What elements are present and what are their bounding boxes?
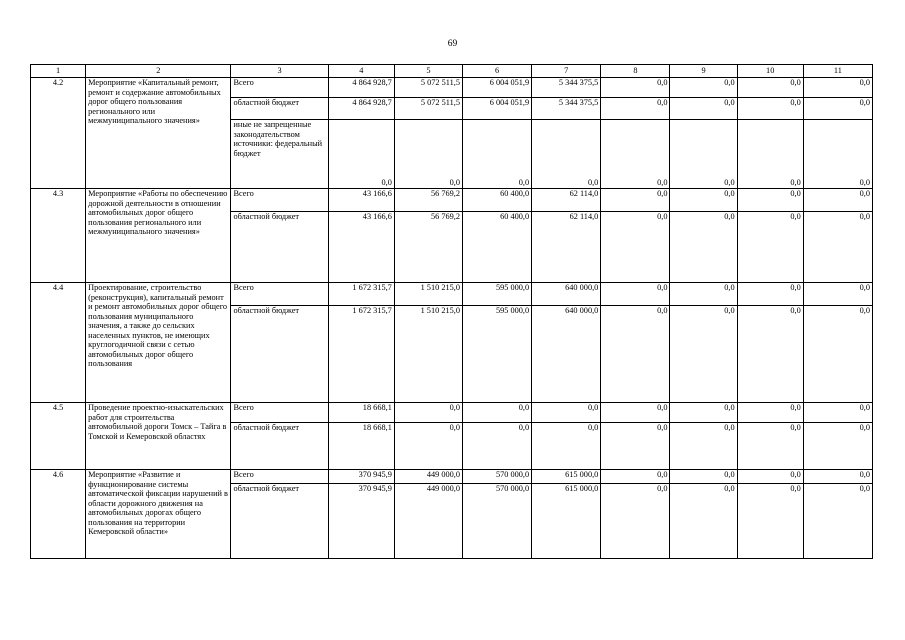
value-cell: 0,0 bbox=[463, 423, 532, 470]
value-cell: 640 000,0 bbox=[532, 283, 601, 306]
value-cell: 4 864 928,7 bbox=[328, 98, 394, 120]
value-cell: 595 000,0 bbox=[463, 283, 532, 306]
value-cell: 18 668,1 bbox=[328, 423, 394, 470]
funding-source: Всего bbox=[231, 283, 328, 306]
funding-source: Всего bbox=[231, 78, 328, 98]
value-cell: 595 000,0 bbox=[463, 306, 532, 403]
value-cell: 56 769,2 bbox=[394, 212, 462, 283]
value-cell: 0,0 bbox=[670, 403, 737, 423]
value-cell: 0,0 bbox=[670, 283, 737, 306]
value-cell: 0,0 bbox=[737, 120, 803, 189]
value-cell: 0,0 bbox=[670, 78, 737, 98]
value-cell: 5 344 375,5 bbox=[532, 98, 601, 120]
column-header: 4 bbox=[328, 65, 394, 78]
column-header: 1 bbox=[31, 65, 86, 78]
value-cell: 0,0 bbox=[601, 212, 670, 283]
value-cell: 449 000,0 bbox=[394, 470, 462, 484]
value-cell: 0,0 bbox=[803, 403, 872, 423]
column-header: 11 bbox=[803, 65, 872, 78]
value-cell: 0,0 bbox=[737, 484, 803, 559]
item-code: 4.2 bbox=[31, 78, 86, 189]
value-cell: 0,0 bbox=[532, 423, 601, 470]
value-cell: 0,0 bbox=[670, 484, 737, 559]
value-cell: 0,0 bbox=[670, 212, 737, 283]
value-cell: 5 072 511,5 bbox=[394, 98, 462, 120]
value-cell: 0,0 bbox=[601, 78, 670, 98]
value-cell: 0,0 bbox=[601, 423, 670, 470]
value-cell: 0,0 bbox=[803, 306, 872, 403]
funding-source: областной бюджет bbox=[231, 306, 328, 403]
page-number: 69 bbox=[447, 39, 458, 49]
value-cell: 1 672 315,7 bbox=[328, 283, 394, 306]
value-cell: 0,0 bbox=[803, 78, 872, 98]
value-cell: 0,0 bbox=[737, 470, 803, 484]
value-cell: 370 945,9 bbox=[328, 470, 394, 484]
column-number-row bbox=[31, 65, 873, 78]
table-row bbox=[31, 403, 873, 423]
value-cell: 56 769,2 bbox=[394, 189, 462, 212]
funding-source: областной бюджет bbox=[231, 423, 328, 470]
value-cell: 6 004 051,9 bbox=[463, 98, 532, 120]
table-row bbox=[31, 470, 873, 484]
value-cell: 1 510 215,0 bbox=[394, 283, 462, 306]
value-cell: 0,0 bbox=[394, 403, 462, 423]
value-cell: 0,0 bbox=[737, 212, 803, 283]
column-header: 2 bbox=[86, 65, 231, 78]
value-cell: 62 114,0 bbox=[532, 212, 601, 283]
column-header: 6 bbox=[463, 65, 532, 78]
column-header: 10 bbox=[737, 65, 803, 78]
value-cell: 0,0 bbox=[803, 189, 872, 212]
item-code: 4.3 bbox=[31, 189, 86, 283]
value-cell: 0,0 bbox=[803, 470, 872, 484]
funding-source: областной бюджет bbox=[231, 484, 328, 559]
item-name: Мероприятие «Капитальный ремонт, ремонт и содержание автомобильных дорог общего пользования регионального или межмуниципального значения» bbox=[86, 78, 231, 189]
value-cell: 0,0 bbox=[463, 403, 532, 423]
value-cell: 615 000,0 bbox=[532, 470, 601, 484]
value-cell: 60 400,0 bbox=[463, 189, 532, 212]
value-cell: 4 864 928,7 bbox=[328, 78, 394, 98]
value-cell: 0,0 bbox=[601, 306, 670, 403]
column-header: 7 bbox=[532, 65, 601, 78]
value-cell: 0,0 bbox=[803, 283, 872, 306]
value-cell: 0,0 bbox=[394, 423, 462, 470]
item-name: Проектирование, строительство (реконструкция), капитальный ремонт и ремонт автомобильных дорог общего пользования муниципального значения, а также до сельских населенных пунктов, не имеющих круглогодичной связи с сетью автомобильных дорог общего пользования bbox=[86, 283, 231, 403]
value-cell: 0,0 bbox=[463, 120, 532, 189]
value-cell: 0,0 bbox=[737, 403, 803, 423]
value-cell: 0,0 bbox=[737, 98, 803, 120]
value-cell: 0,0 bbox=[803, 423, 872, 470]
value-cell: 0,0 bbox=[601, 189, 670, 212]
value-cell: 0,0 bbox=[737, 306, 803, 403]
column-header: 9 bbox=[670, 65, 737, 78]
funding-source: областной бюджет bbox=[231, 98, 328, 120]
value-cell: 60 400,0 bbox=[463, 212, 532, 283]
column-header: 8 bbox=[601, 65, 670, 78]
value-cell: 615 000,0 bbox=[532, 484, 601, 559]
value-cell: 0,0 bbox=[670, 423, 737, 470]
item-name: Мероприятие «Развитие и функционирование системы автоматической фиксации нарушений в области дорожного движения на автомобильных дорогах общего пользования на территории Кемеровской области» bbox=[86, 470, 231, 559]
value-cell: 43 166,6 bbox=[328, 189, 394, 212]
funding-source: Всего bbox=[231, 403, 328, 423]
funding-source: Всего bbox=[231, 189, 328, 212]
funding-source: иные не запрещенные законодательством источники: федеральный бюджет bbox=[231, 120, 328, 189]
column-header: 5 bbox=[394, 65, 462, 78]
item-code: 4.5 bbox=[31, 403, 86, 470]
value-cell: 0,0 bbox=[670, 189, 737, 212]
value-cell: 0,0 bbox=[803, 212, 872, 283]
budget-table bbox=[30, 64, 873, 559]
value-cell: 0,0 bbox=[670, 98, 737, 120]
value-cell: 0,0 bbox=[737, 423, 803, 470]
value-cell: 0,0 bbox=[601, 98, 670, 120]
value-cell: 0,0 bbox=[737, 78, 803, 98]
value-cell: 18 668,1 bbox=[328, 403, 394, 423]
item-name: Мероприятие «Работы по обеспечению дорожной деятельности в отношении автомобильных дорог общего пользования регионального или межмуниципального значения» bbox=[86, 189, 231, 283]
value-cell: 0,0 bbox=[803, 98, 872, 120]
value-cell: 0,0 bbox=[601, 403, 670, 423]
value-cell: 370 945,9 bbox=[328, 484, 394, 559]
value-cell: 0,0 bbox=[601, 283, 670, 306]
value-cell: 0,0 bbox=[601, 470, 670, 484]
item-code: 4.6 bbox=[31, 470, 86, 559]
value-cell: 1 510 215,0 bbox=[394, 306, 462, 403]
value-cell: 0,0 bbox=[670, 470, 737, 484]
table-row bbox=[31, 283, 873, 306]
value-cell: 0,0 bbox=[532, 403, 601, 423]
column-header: 3 bbox=[231, 65, 328, 78]
item-code: 4.4 bbox=[31, 283, 86, 403]
value-cell: 449 000,0 bbox=[394, 484, 462, 559]
value-cell: 570 000,0 bbox=[463, 484, 532, 559]
value-cell: 5 344 375,5 bbox=[532, 78, 601, 98]
table-row bbox=[31, 78, 873, 98]
value-cell: 6 004 051,9 bbox=[463, 78, 532, 98]
value-cell: 0,0 bbox=[737, 283, 803, 306]
value-cell: 0,0 bbox=[328, 120, 394, 189]
value-cell: 0,0 bbox=[394, 120, 462, 189]
value-cell: 0,0 bbox=[601, 120, 670, 189]
value-cell: 43 166,6 bbox=[328, 212, 394, 283]
value-cell: 640 000,0 bbox=[532, 306, 601, 403]
item-name: Проведение проектно-изыскательских работ для строительства автомобильной дороги Томск – Тайга в Томской и Кемеровской областях bbox=[86, 403, 231, 470]
value-cell: 0,0 bbox=[737, 189, 803, 212]
value-cell: 1 672 315,7 bbox=[328, 306, 394, 403]
value-cell: 0,0 bbox=[670, 306, 737, 403]
value-cell: 0,0 bbox=[803, 120, 872, 189]
value-cell: 62 114,0 bbox=[532, 189, 601, 212]
funding-source: областной бюджет bbox=[231, 212, 328, 283]
value-cell: 0,0 bbox=[532, 120, 601, 189]
value-cell: 0,0 bbox=[670, 120, 737, 189]
value-cell: 0,0 bbox=[601, 484, 670, 559]
value-cell: 5 072 511,5 bbox=[394, 78, 462, 98]
value-cell: 0,0 bbox=[803, 484, 872, 559]
funding-source: Всего bbox=[231, 470, 328, 484]
table-row bbox=[31, 189, 873, 212]
value-cell: 570 000,0 bbox=[463, 470, 532, 484]
